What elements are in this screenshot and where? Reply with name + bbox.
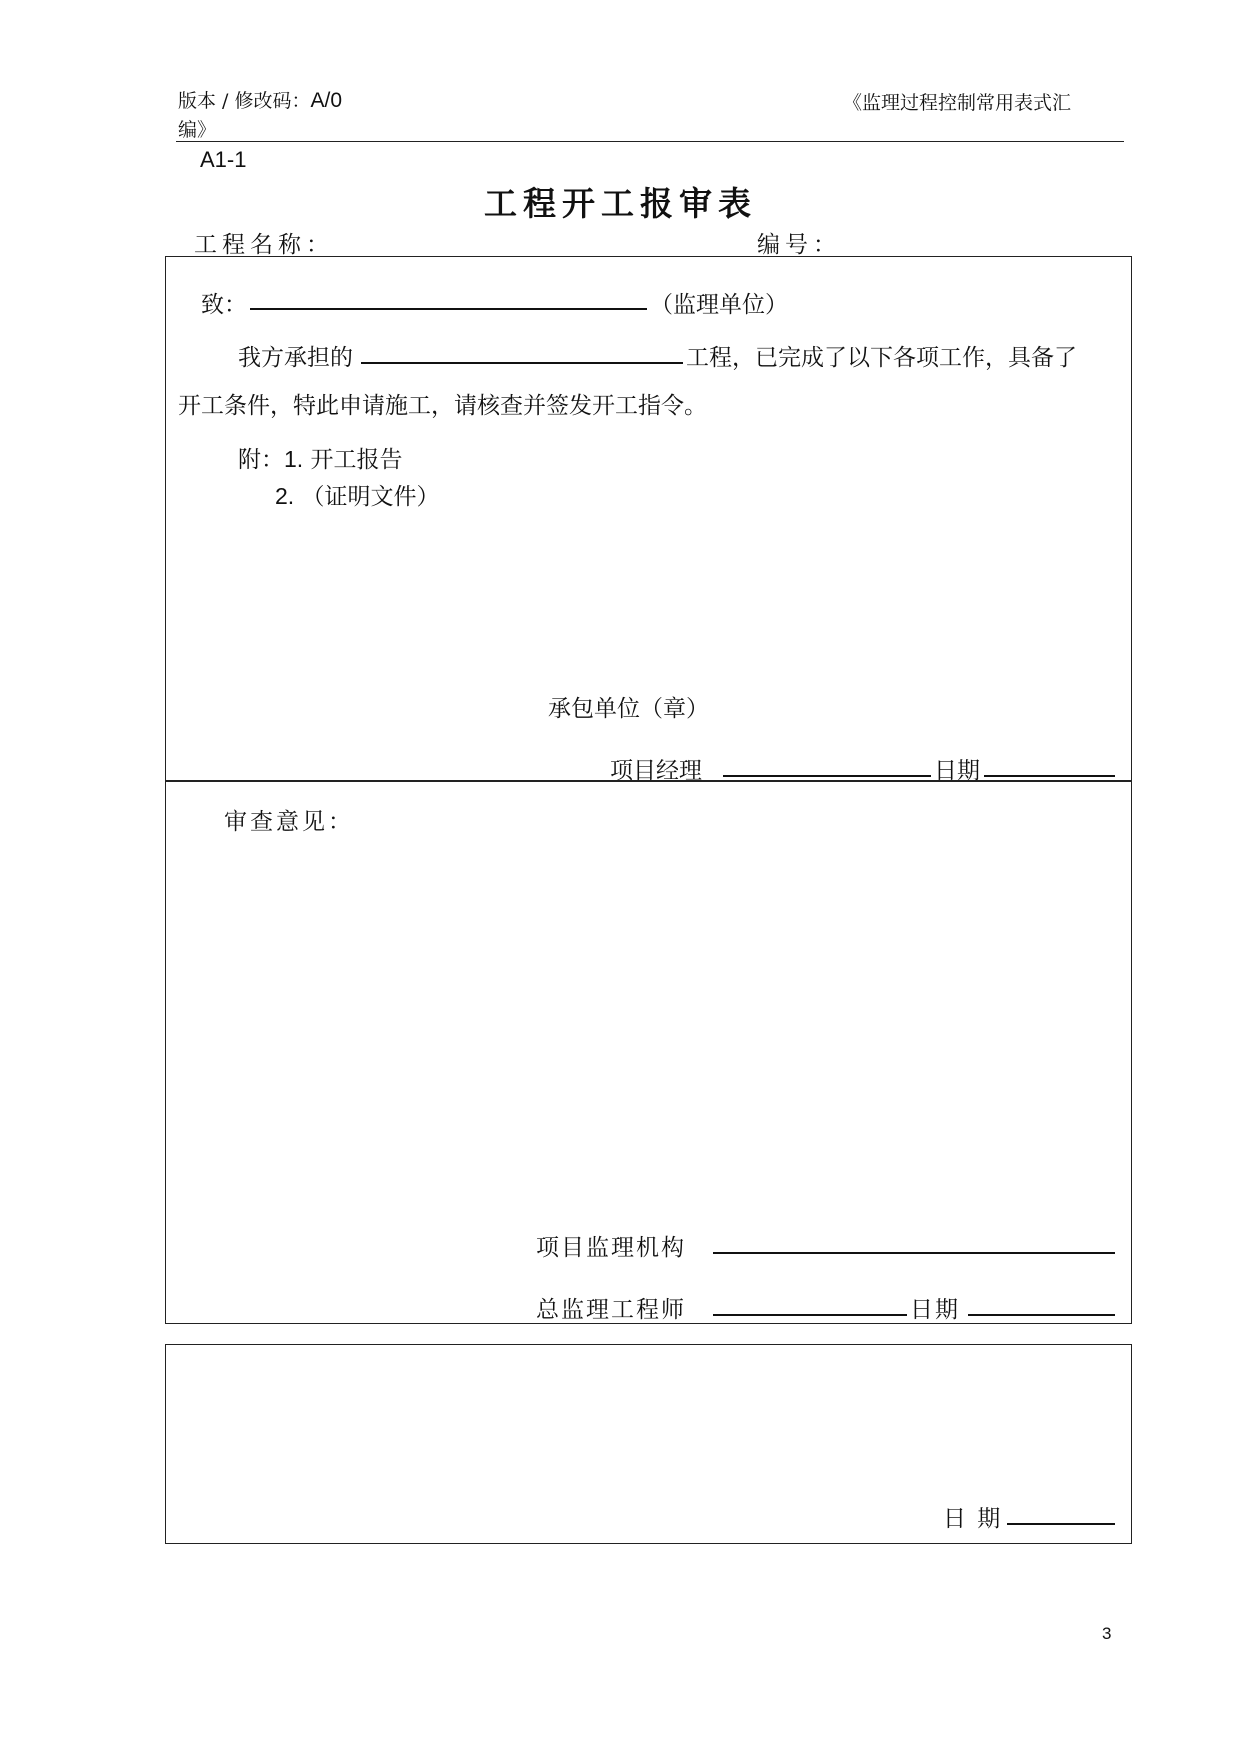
- to-label: 致：: [201, 292, 247, 318]
- attach-2-text: （证明文件）: [301, 484, 440, 510]
- org-field[interactable]: [713, 1252, 1115, 1254]
- pm-date-label: 日期: [934, 758, 980, 784]
- attach-1-num: 1.: [284, 446, 304, 472]
- bottom-date-label: 日 期: [943, 1506, 1003, 1532]
- contractor-seal: 承包单位（章）: [548, 696, 709, 722]
- version-code: A/0: [310, 89, 343, 112]
- chief-signature-field[interactable]: [713, 1314, 907, 1316]
- review-title: 审查意见：: [224, 809, 354, 835]
- project-field[interactable]: [361, 362, 683, 364]
- to-suffix: （监理单位）: [650, 292, 788, 318]
- attachment-1: [238, 441, 403, 474]
- para-line2: 开工条件，特此申请施工，请核查并签发开工指令。: [178, 393, 707, 419]
- para-prefix: 我方承担的: [238, 345, 353, 371]
- pm-label: 项目经理: [610, 758, 702, 784]
- bottom-date-field[interactable]: [1007, 1523, 1115, 1525]
- collection-title-wrap: 编》: [178, 119, 217, 141]
- page-title: 工程开工报审表: [484, 184, 757, 223]
- attachment-2: [275, 478, 440, 511]
- attach-2-num: 2.: [275, 483, 295, 509]
- collection-title: 《监理过程控制常用表式汇: [843, 92, 1072, 114]
- pm-signature-field[interactable]: [723, 775, 931, 777]
- attach-1-text: 开工报告: [310, 447, 403, 473]
- project-name-label: 工程名称：: [194, 232, 334, 258]
- para-suffix: 工程，已完成了以下各项工作，具备了: [686, 345, 1077, 371]
- chief-label: 总监理工程师: [536, 1297, 686, 1323]
- version-label: 版本 / 修改码：: [178, 90, 311, 112]
- header-version: [178, 88, 342, 114]
- chief-date-field[interactable]: [968, 1314, 1115, 1316]
- number-label: 编号：: [757, 232, 841, 258]
- attach-label: 附：: [238, 447, 284, 473]
- supervisor-unit-field[interactable]: [250, 308, 647, 310]
- pm-date-field[interactable]: [984, 775, 1115, 777]
- header-rule: [176, 141, 1124, 142]
- chief-date-label: 日期: [910, 1297, 960, 1323]
- org-label: 项目监理机构: [536, 1235, 686, 1261]
- page-number: 3: [1102, 1624, 1112, 1643]
- form-code: A1-1: [200, 147, 247, 172]
